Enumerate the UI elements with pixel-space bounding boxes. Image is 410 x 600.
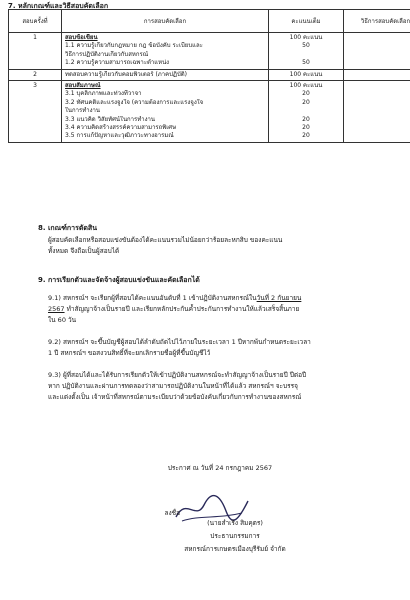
- para-9-2-line: 9.2) สหกรณ์ฯ จะขึ้นบัญชีผู้สอบได้ลำดับถัดไปไว้ภายในระยะเวลา 1 ปีหากพ้นกำหนดระยะเวลา: [48, 338, 311, 346]
- para-9-2-line: 1 ปี สหกรณ์ฯ ขอสงวนสิทธิ์ที่จะยกเลิกรายชื่อผู้ที่ขึ้นบัญชีไว้: [48, 349, 211, 357]
- header-exam-type: การสอบคัดเลือก: [62, 10, 269, 33]
- score-value: 20: [302, 98, 310, 106]
- section-9-title: 9. การเรียกตัวและจัดจ้างผู้สอบแข่งขันและคัดเลือกได้: [38, 276, 200, 284]
- score-value: 100 คะแนน: [289, 34, 323, 41]
- table-header-row: [9, 10, 410, 33]
- score-value: 100 คะแนน: [289, 70, 323, 78]
- table-row: [9, 81, 410, 143]
- row-method: [344, 69, 410, 80]
- table-row: [9, 33, 410, 70]
- score-value: 20: [302, 90, 310, 98]
- section-9-1: [48, 293, 393, 326]
- exam-criteria-table: [8, 9, 410, 143]
- row-no: 3: [9, 81, 62, 143]
- section-9-3: [48, 370, 393, 403]
- announce-date: ประกาศ ณ วันที่ 24 กรกฎาคม 2567: [167, 464, 273, 472]
- row-title: ทดสอบความรู้เกี่ยวกับคอมพิวเตอร์ (ภาคปฏิบัติ): [65, 70, 188, 78]
- section-9-2: [48, 337, 393, 359]
- score-spacer: [272, 107, 340, 115]
- signer-position: ประธานกรรมการ: [210, 532, 260, 540]
- section-8-body: [48, 235, 393, 257]
- score-value: 20: [302, 124, 310, 132]
- section-7-title: 7. หลักเกณฑ์และวิธีสอบคัดเลือก: [8, 2, 109, 10]
- row-method: [344, 81, 410, 143]
- score-value: 100 คะแนน: [289, 82, 323, 90]
- row-line: 3.3 แนวคิด วิสัยทัศน์ในการทำงาน: [65, 115, 155, 123]
- section-8-line: ทั้งหมด จึงถือเป็นผู้สอบได้: [48, 247, 120, 255]
- row-line: 3.5 การแก้ปัญหาและวุฒิภาวะทางอารมณ์: [65, 132, 174, 140]
- score-value: 50: [302, 42, 310, 50]
- organization-name: สหกรณ์การเกษตรเมืองบุรีรัมย์ จำกัด: [184, 545, 286, 553]
- row-line: ในการทำงาน: [65, 107, 100, 115]
- row-title: สอบข้อเขียน: [65, 34, 98, 41]
- para-9-1-rest: ทำสัญญาจ้างเป็นรายปี และเรียกหลักประกันค้ำประกันการทำงานให้แล้วเสร็จสิ้นภาย: [64, 305, 300, 313]
- row-scores: [269, 33, 344, 70]
- score-value: 50: [302, 59, 310, 67]
- para-9-3-line: หาก ปฏิบัติงานและผ่านการทดลองว่าสามารถปฏิบัติงานในหน้าที่ได้แล้ว สหกรณ์ฯ จะบรรจุ: [48, 382, 298, 390]
- row-title: สอบสัมภาษณ์: [65, 82, 101, 90]
- row-line: วิธีการปฏิบัติงานเกี่ยวกับสหกรณ์: [65, 50, 149, 58]
- header-full-score: คะแนนเต็ม: [269, 10, 344, 33]
- signer-name: (นายสำเริง สิมคุตร): [207, 519, 263, 527]
- para-9-1-start: 9.1) สหกรณ์ฯ จะเรียกผู้ที่สอบได้คะแนนอันดับที่ 1 เข้าปฏิบัติงานสหกรณ์ใน: [48, 294, 257, 302]
- row-description: [62, 69, 269, 80]
- row-scores: [269, 69, 344, 80]
- para-9-3-line: และแต่งตั้งเป็น เจ้าหน้าที่สหกรณ์ตามระเบียบว่าด้วยข้อบังคับเกี่ยวกับการทำงานของสหกรณ์: [48, 393, 302, 401]
- row-line: 3.2 ทัศนคติและแรงจูงใจ (ความต้องการและแรงจูงใจ: [65, 98, 204, 106]
- row-line: 1.2 ความรู้ความสามารถเฉพาะตำแหน่ง: [65, 59, 170, 67]
- row-no: 1: [9, 33, 62, 70]
- start-year: 2567: [48, 305, 65, 313]
- row-line: 3.4 ความคิดสร้างสรรค์ความสามารถพิเศษ: [65, 124, 177, 132]
- score-spacer: [272, 51, 340, 59]
- start-date: วันที่ 2 กันยายน: [256, 294, 302, 302]
- row-description: [62, 81, 269, 143]
- row-method: [344, 33, 410, 70]
- row-scores: [269, 81, 344, 143]
- header-exam-method: วิธีการสอบคัดเลือก: [344, 10, 410, 33]
- row-line: 1.1 ความรู้เกี่ยวกับกฎหมาย กฎ ข้อบังคับ ระเบียบและ: [65, 42, 203, 50]
- para-9-3-line: 9.3) ผู้ที่สอบได้และได้รับการเรียกตัวให้เข้าปฏิบัติงานสหกรณ์จะทำสัญญาจ้างเป็นรายปี ปีต่อปี: [48, 371, 307, 379]
- sign-prefix: ลงชื่อ: [164, 509, 180, 517]
- score-value: 20: [302, 132, 310, 140]
- section-8-line: ผู้สอบคัดเลือกหรือสอบแข่งขันต้องได้คะแนนรวมไม่น้อยกว่าร้อยละหกสิบ ของคะแนน: [48, 236, 283, 244]
- row-line: 3.1 บุคลิกภาพและท่วงที่วาจา: [65, 90, 142, 98]
- score-value: 20: [302, 115, 310, 123]
- header-exam-no: สอบครั้งที่: [9, 10, 62, 33]
- row-description: [62, 33, 269, 70]
- section-8-title: 8. เกณฑ์การตัดสิน: [38, 224, 97, 232]
- para-9-1-end: ใน 60 วัน: [48, 316, 77, 324]
- table-row: [9, 69, 410, 80]
- row-no: 2: [9, 69, 62, 80]
